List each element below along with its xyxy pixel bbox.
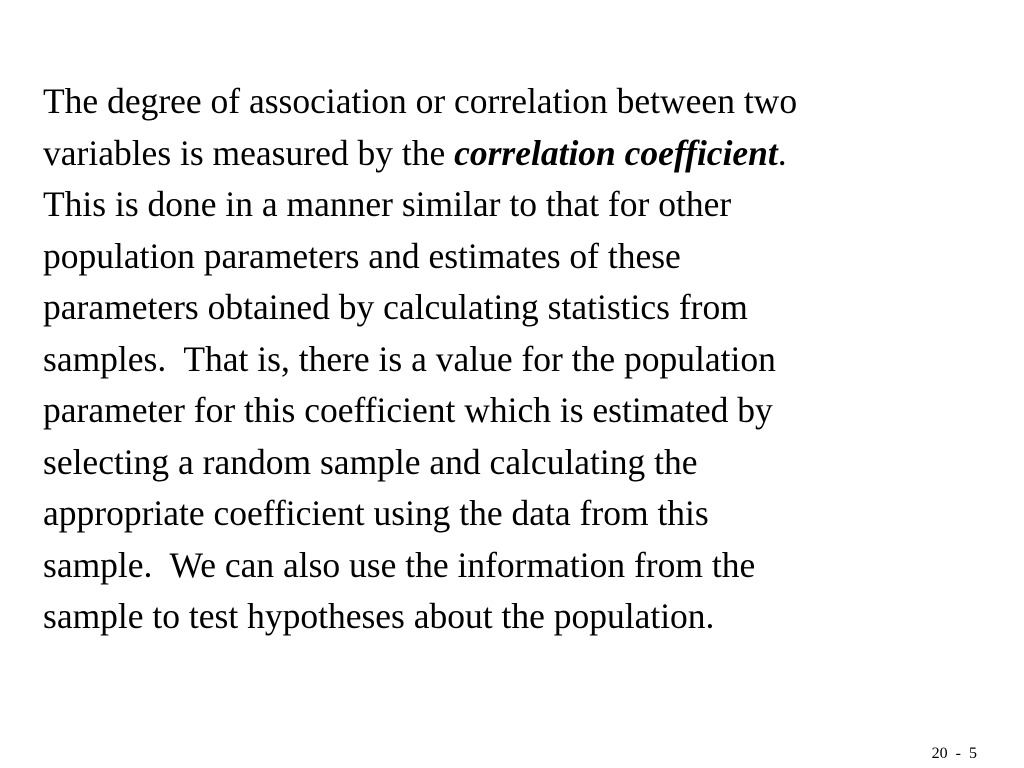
text-line-7: parameter for this coefficient which is estimated by	[43, 390, 773, 430]
page-number: 20 - 5	[931, 745, 977, 762]
text-line-8: selecting a random sample and calculating the	[43, 441, 698, 482]
text-line-10: sample. We can also use the information from the	[43, 544, 756, 585]
text-line-2-lead: variables is measured by the	[43, 132, 455, 173]
slide-body-text	[43, 76, 983, 643]
text-line-2	[43, 128, 983, 180]
text-line-9: appropriate coefficient using the data from this	[43, 493, 709, 533]
text-line-11: sample to test hypotheses about the population.	[43, 596, 715, 636]
text-line-4: population parameters and estimates of these	[43, 235, 681, 276]
text-line-2-period: .	[777, 132, 787, 173]
text-line-1: The degree of association or correlation between two	[43, 81, 798, 121]
text-line-5: parameters obtained by calculating statistics from	[43, 287, 748, 327]
text-line-6: samples. That is, there is a value for the population	[43, 338, 776, 379]
text-line-3: This is done in a manner similar to that for other	[43, 184, 732, 224]
emphasized-term: correlation coefficient	[454, 132, 778, 173]
